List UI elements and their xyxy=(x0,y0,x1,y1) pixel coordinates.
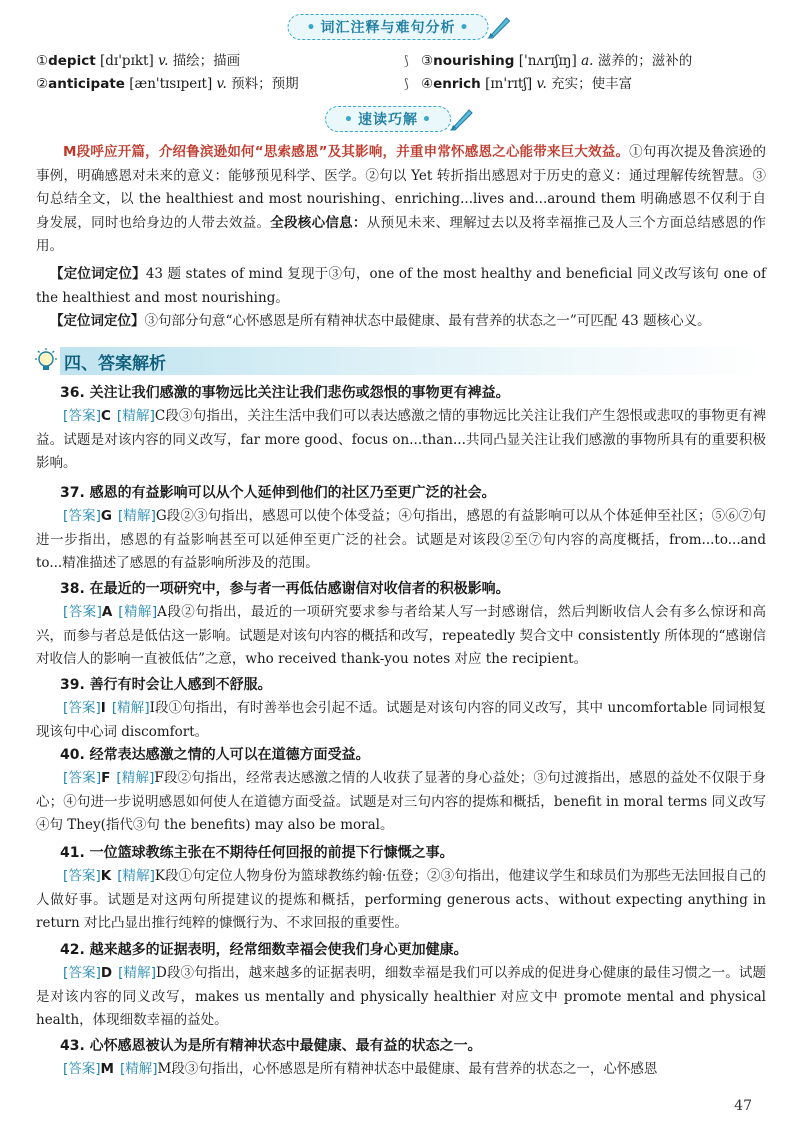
answer-letter: F xyxy=(101,770,111,786)
core-info-label: 全段核心信息： xyxy=(270,214,367,231)
lightbulb-icon xyxy=(32,347,60,375)
question-text: 41. 一位篮球教练主张在不期待任何回报的前提下行慷慨之事。 xyxy=(60,845,454,861)
question-text: 42. 越来越多的证据表明，经常细数幸福会使我们身心更加健康。 xyxy=(60,942,468,958)
answer-block: [答案]D [精解]D段③句指出，越来越多的证据表明，细数幸福是我们可以养成的促进身心健康的最佳习惯之一。试题是对该内容的同义改写，makes us mentally and physically healthier 对应文中 promote mental and physical health，体现细数幸福的益处。 xyxy=(36,965,766,1028)
answer-letter: D xyxy=(100,965,113,981)
question-text: 38. 在最近的一项研究中，参与者一再低估感谢信对收信者的积极影响。 xyxy=(60,581,510,597)
reading-intro-bold: M段呼应开篇，介绍鲁滨逊如何“思索感恩”及其影响，并重申常怀感恩之心能带来巨大效益。 xyxy=(63,144,630,160)
banner-dot: • xyxy=(306,20,317,36)
answer-letter: A xyxy=(101,604,113,620)
locator-text: ③句部分句意“心怀感恩是所有精神状态中最健康、最有营养的状态之一”可匹配 43 题核心义。 xyxy=(144,313,711,329)
locator-label: 【定位词定位】 xyxy=(50,313,145,329)
answer-letter: G xyxy=(100,508,112,524)
answer-letter: M xyxy=(100,1061,114,1077)
answer-block: [答案]F [精解]F段②句指出，经常表达感激之情的人收获了显著的身心益处；③句过渡指出，感恩的益处不仅限于身心；④句进一步说明感恩如何使人在道德方面受益。试题是对三句内容的提炼和概括，benefit in moral terms 同义改写④句 They(指代③句 the benefits) may also be moral。 xyxy=(36,770,766,833)
vocab-row xyxy=(36,73,776,96)
reading-banner-label: 速读巧解 xyxy=(358,112,418,128)
vocab-item: ①depict [dɪ'pɪkt] v. 描绘；描画 xyxy=(36,53,241,69)
explanation-text: I段①句指出，有时善举也会引起不适。试题是对该句内容的同义改写，其中 uncomfortable 同词根复现该句中心词 discomfort。 xyxy=(36,700,766,740)
explanation-text: A段②句指出，最近的一项研究要求参与者给某人写一封感谢信，然后判断收信人会有多么惊讶和高兴，而参与者总是低估这一影响。试题是对该句内容的概括和改写，repeatedly 契合文中 consistently 所体现的“感谢信对收信人的影响一直被低估”之意，who received thank-you notes 对应 the recipient。 xyxy=(36,604,766,667)
question-text: 39. 善行有时会让人感到不舒服。 xyxy=(60,677,272,693)
explanation-text: G段②③句指出，感恩可以使个体受益；④句指出，感恩的有益影响可以从个体延伸至社区；⑤⑥⑦句进一步指出，感恩的有益影响甚至可以延伸至更广泛的社会。试题是对该段②至⑦句内容的高度概括，from...to...and to...精准描述了感恩的有益影响所涉及的范围。 xyxy=(36,508,766,571)
locator-2 xyxy=(36,310,766,334)
reading-intro-text: ①句再次提及鲁滨逊的事例，明确感恩对未来的意义：能够预见科学、医学。②句以 Yet 转折指出感恩对于历史的意义：通过理解传统智慧。③句总结全文，以 the healthiest and most nourishing、enriching...lives and...around them 明确感恩不仅利于自身发展，同时也给身边的人带去效益。 xyxy=(36,144,766,231)
locator-label: 【定位词定位】 xyxy=(50,266,146,282)
explanation-text: M段③句指出，心怀感恩是所有精神状态中最健康、最有营养的状态之一，心怀感恩 xyxy=(157,1061,658,1077)
answer-block: [答案]C [精解]C段③句指出，关注生活中我们可以表达感激之情的事物远比关注让我们产生怨恨或悲叹的事物更有裨益。试题是对该内容的同义改写，far more good、focus on...than...共同凸显关注让我们感激的事物所具有的重要积极影响。 xyxy=(36,408,766,471)
explanation-text: K段①句定位人物身份为篮球教练约翰·伍登；②③句指出，他建议学生和球员们为那些无法回报自己的人做好事。试题是对这两句所提建议的提炼和概括，performing generous acts、without expecting anything in return 对比凸显出推行纯粹的慷慨行为、不求回报的重要性。 xyxy=(36,868,766,931)
explanation-text: F段②句指出，经常表达感激之情的人收获了显著的身心益处；③句过渡指出，感恩的益处不仅限于身心；④句进一步说明感恩如何使人在道德方面受益。试题是对三句内容的提炼和概括，benefit in moral terms 同义改写④句 They(指代③句 the benefits) may also be moral。 xyxy=(36,770,766,833)
vocab-separator: ⟆ xyxy=(403,54,409,69)
answer-block: [答案]I [精解]I段①句指出，有时善举也会引起不适。试题是对该句内容的同义改写，其中 uncomfortable 同词根复现该句中心词 discomfort。 xyxy=(36,700,766,740)
answer-letter: C xyxy=(101,408,111,424)
question-text: 40. 经常表达感激之情的人可以在道德方面受益。 xyxy=(60,747,370,763)
explanation-text: C段③句指出，关注生活中我们可以表达感激之情的事物远比关注让我们产生怨恨或悲叹的事物更有裨益。试题是对该内容的同义改写，far more good、focus on...than...共同凸显关注让我们感激的事物所具有的重要积极影响。 xyxy=(36,408,766,471)
vocab-list xyxy=(36,50,776,96)
locator-1 xyxy=(36,263,766,310)
answer-letter: K xyxy=(100,868,112,884)
vocab-item: ④enrich [ɪn'rɪtʃ] v. 充实；使丰富 xyxy=(421,76,633,92)
section-bar xyxy=(60,347,767,375)
section-title: 四、答案解析 xyxy=(64,353,166,374)
answer-block: [答案]G [精解]G段②③句指出，感恩可以使个体受益；④句指出，感恩的有益影响可以从个体延伸至社区；⑤⑥⑦句进一步指出，感恩的有益影响甚至可以延伸至更广泛的社会。试题是对该段②至⑦句内容的高度概括，from...to...and to...精准描述了感恩的有益影响所涉及的范围。 xyxy=(36,508,766,571)
answer-block: [答案]A [精解]A段②句指出，最近的一项研究要求参与者给某人写一封感谢信，然后判断收信人会有多么惊讶和高兴，而参与者总是低估这一影响。试题是对该句内容的概括和改写，repeatedly 契合文中 consistently 所体现的“感谢信对收信人的影响一直被低估”之意，who received thank-you notes 对应 the recipient。 xyxy=(36,604,766,667)
vocab-banner-label: 词汇注释与难句分析 xyxy=(320,20,456,36)
core-info-text: 从预见未来、理解过去以及将幸福推己及人三个方面总结感恩的作用。 xyxy=(36,214,767,254)
answer-block: [答案]M [精解]M段③句指出，心怀感恩是所有精神状态中最健康、最有营养的状态之一，心怀感恩 xyxy=(63,1061,658,1077)
quill-pen-icon xyxy=(447,106,475,132)
question-text: 43. 心怀感恩被认为是所有精神状态中最健康、最有益的状态之一。 xyxy=(60,1038,482,1054)
page-number: 47 xyxy=(734,1098,752,1114)
vocab-item: ②anticipate [æn'tɪsɪpeɪt] v. 预料；预期 xyxy=(36,76,299,92)
banner-dot: • xyxy=(459,20,470,36)
reading-banner-pill: • 速读巧解 • xyxy=(325,106,451,132)
locator-text: 43 题 states of mind 复现于③句，one of the most healthy and beneficial 同义改写该句 one of the healthiest and most nourishing。 xyxy=(36,266,767,306)
answer-section-heading xyxy=(32,347,767,375)
question-text: 36. 关注让我们感激的事物远比关注让我们悲伤或怨恨的事物更有裨益。 xyxy=(60,385,510,401)
vocab-separator: ⟆ xyxy=(403,77,409,92)
explanation-text: D段③句指出，越来越多的证据表明，细数幸福是我们可以养成的促进身心健康的最佳习惯之一。试题是对该内容的同义改写，makes us mentally and physically healthier 对应文中 promote mental and physical health，体现细数幸福的益处。 xyxy=(36,965,766,1028)
answer-letter: I xyxy=(100,700,106,716)
quill-pen-icon xyxy=(484,14,512,40)
reading-banner xyxy=(325,106,475,132)
vocab-banner-pill xyxy=(288,14,489,40)
vocab-row xyxy=(36,50,776,73)
vocab-banner xyxy=(288,14,513,40)
answer-block: [答案]K [精解]K段①句定位人物身份为篮球教练约翰·伍登；②③句指出，他建议学生和球员们为那些无法回报自己的人做好事。试题是对这两句所提建议的提炼和概括，performing generous acts、without expecting anything in return 对比凸显出推行纯粹的慷慨行为、不求回报的重要性。 xyxy=(36,868,766,931)
vocab-item: ③nourishing ['nʌrɪʃɪŋ] a. 滋养的；滋补的 xyxy=(421,53,693,69)
question-text: 37. 感恩的有益影响可以从个人延伸到他们的社区乃至更广泛的社会。 xyxy=(60,485,496,501)
reading-summary xyxy=(36,141,766,259)
